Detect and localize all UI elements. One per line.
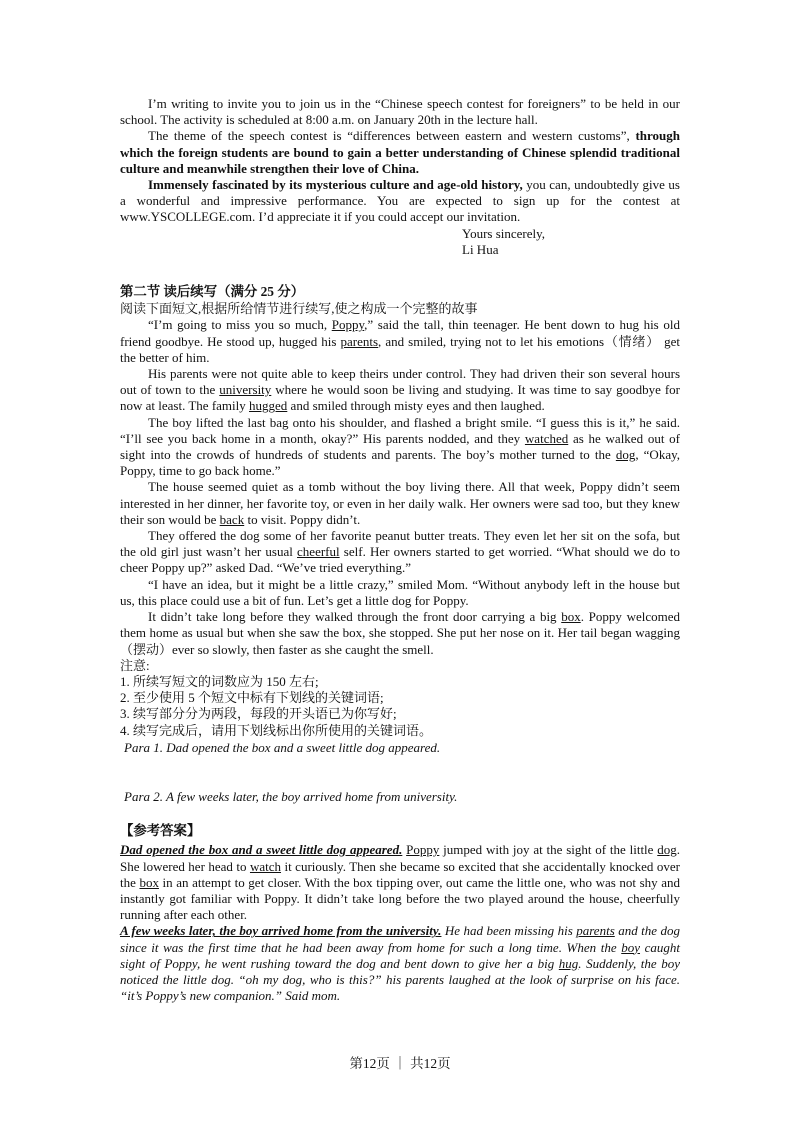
para-1-prompt: Para 1. Dad opened the box and a sweet little dog appeared. (124, 739, 441, 755)
page-footer: 第12页 ｜ 共12页 (349, 1056, 451, 1071)
keyword: dog (657, 842, 677, 858)
keyword: watch (249, 858, 282, 874)
section-instruction: 阅读下面短文,根据所给情节进行续写,使之构成一个完整的故事 (120, 301, 478, 317)
letter-paragraph-3 (120, 177, 680, 226)
keyword: university (219, 382, 272, 398)
keyword: cheerful (297, 544, 340, 560)
document-page (120, 96, 680, 1004)
keyword: hugged (249, 398, 288, 414)
keyword: hug (558, 955, 579, 971)
answer-paragraph-2: A few weeks later, the boy arrived home from the university. He had been missing his parents and the dog since it was the first time that he had been away from home for such a long time. When the boy caught sight of Poppy, he went rushing toward the dog and bent down to give her a big hug. Suddenly, the boy noticed the little dog. “oh my dog, who is this?” his parents laughed at the look of surprise on his face. “it’s Poppy’s new companion.” Said mom. (120, 923, 680, 1004)
letter-closing: Yours sincerely, (462, 225, 546, 241)
letter-bold-text: through which the foreign students are bound to gain a better understanding of Chinese splendid traditional culture and meanwhile strengthen their love of China. (120, 128, 680, 176)
keyword: parents (576, 923, 615, 939)
letter-paragraph-1: I’m writing to invite you to join us in the “Chinese speech contest for foreigners” to be held in our school. The activity is scheduled at 8:00 a.m. on January 20th in the lecture hall. (120, 96, 680, 128)
note-item: 4. 续写完成后，请用下划线标出你所使用的关键词语。 (120, 722, 433, 738)
notes-title: 注意: (120, 657, 150, 673)
keyword: box (561, 609, 581, 625)
story-paragraph-1: “I’m going to miss you so much, Poppy,” said the tall, thin teenager. He bent down to hug his old friend goodbye. He stood up, hugged his parents, and smiled, trying not to let his emotions（情绪） get the better of him. (120, 317, 680, 365)
keyword: dog (615, 447, 636, 463)
para-2-prompt: Para 2. A few weeks later, the boy arrived home from university. (124, 788, 458, 804)
keyword: Poppy (331, 317, 365, 333)
keyword: box (139, 874, 159, 890)
keyword: boy (621, 939, 641, 955)
letter-paragraph-2 (120, 128, 680, 177)
story-paragraph-3: The boy lifted the last bag onto his shoulder, and flashed a bright smile. “I guess this is it,” he said. “I’ll see you back home in a month, okay?” His parents nodded, and they watched as he walked out of sight into the crowds of hundreds of students and parents. The boy’s mother turned to the dog, “Okay, Poppy, time to go back home.” (120, 414, 680, 479)
keyword: watched (524, 430, 569, 446)
keyword: Poppy (406, 842, 440, 858)
letter-text: you can, undoubtedly give us a wonderful and impressive performance. You are expected to sign up for the contest at www.YSCOLLEGE.com. I’d appreciate it if you could accept our invitation. (120, 177, 680, 225)
keyword: back (219, 511, 245, 527)
answer-paragraph-1: Dad opened the box and a sweet little dog appeared. Poppy jumped with joy at the sight of the little dog. She lowered her head to watch it curiously. Then she became so excited that she accidentally knocked over the box in an attempt to get closer. With the box tipping over, out came the little one, who was not shy and instantly got familiar with Poppy. It didn’t take long before the two played around the house, cheerfully running after each other. (120, 842, 681, 923)
story-paragraph-6: “I have an idea, but it might be a little crazy,” smiled Mom. “Without anybody left in the house but us, this place could use a bit of fun. Let’s get a little dog for Poppy. (120, 576, 680, 608)
note-item: 3. 续写部分分为两段，每段的开头语已为你写好; (120, 706, 397, 722)
note-item: 1. 所续写短文的词数应为 150 左右; (120, 673, 319, 689)
story-paragraph-7: It didn’t take long before they walked through the front door carrying a big box. Poppy welcomed them home as usual but when she saw the box, she stopped. She put her nose on it. Her tail began wagging（摆动）ever so slowly, then faster as she caught the smell. (120, 609, 680, 657)
answer-opening: A few weeks later, the boy arrived home from the university. (120, 923, 442, 939)
answer-title: 【参考答案】 (120, 823, 201, 839)
letter-text: The theme of the speech contest is “differences between eastern and western customs”, (148, 128, 636, 144)
story-paragraph-2: His parents were not quite able to keep theirs under control. They had driven their son several hours out of town to the university where he would soon be living and studying. It was time to say goodbye for now at least. The family hugged and smiled through misty eyes and then laughed. (120, 366, 680, 414)
keyword: parents (340, 333, 379, 349)
story-paragraph-4: The house seemed quiet as a tomb without the boy living there. All that week, Poppy didn’t seem interested in her dinner, her favorite toy, or even in her daily walk. Her owners were sad too, but they knew their son would be back to visit. Poppy didn’t. (120, 479, 680, 527)
story-paragraph-5: They offered the dog some of her favorite peanut butter treats. They even let her sit on the sofa, but the old girl just wasn’t her usual cheerful self. Her owners started to get worried. “What should we do to cheer Poppy up?” asked Dad. “We’ve tried everything.” (120, 528, 680, 576)
letter-signature: Li Hua (462, 241, 499, 257)
note-item: 2. 至少使用 5 个短文中标有下划线的关键词语; (120, 690, 384, 706)
section-title: 第二节 读后续写（满分 25 分） (120, 284, 305, 300)
letter-bold-text: Immensely fascinated by its mysterious culture and age-old history, (148, 177, 523, 193)
answer-opening: Dad opened the box and a sweet little dog appeared. (120, 842, 403, 858)
